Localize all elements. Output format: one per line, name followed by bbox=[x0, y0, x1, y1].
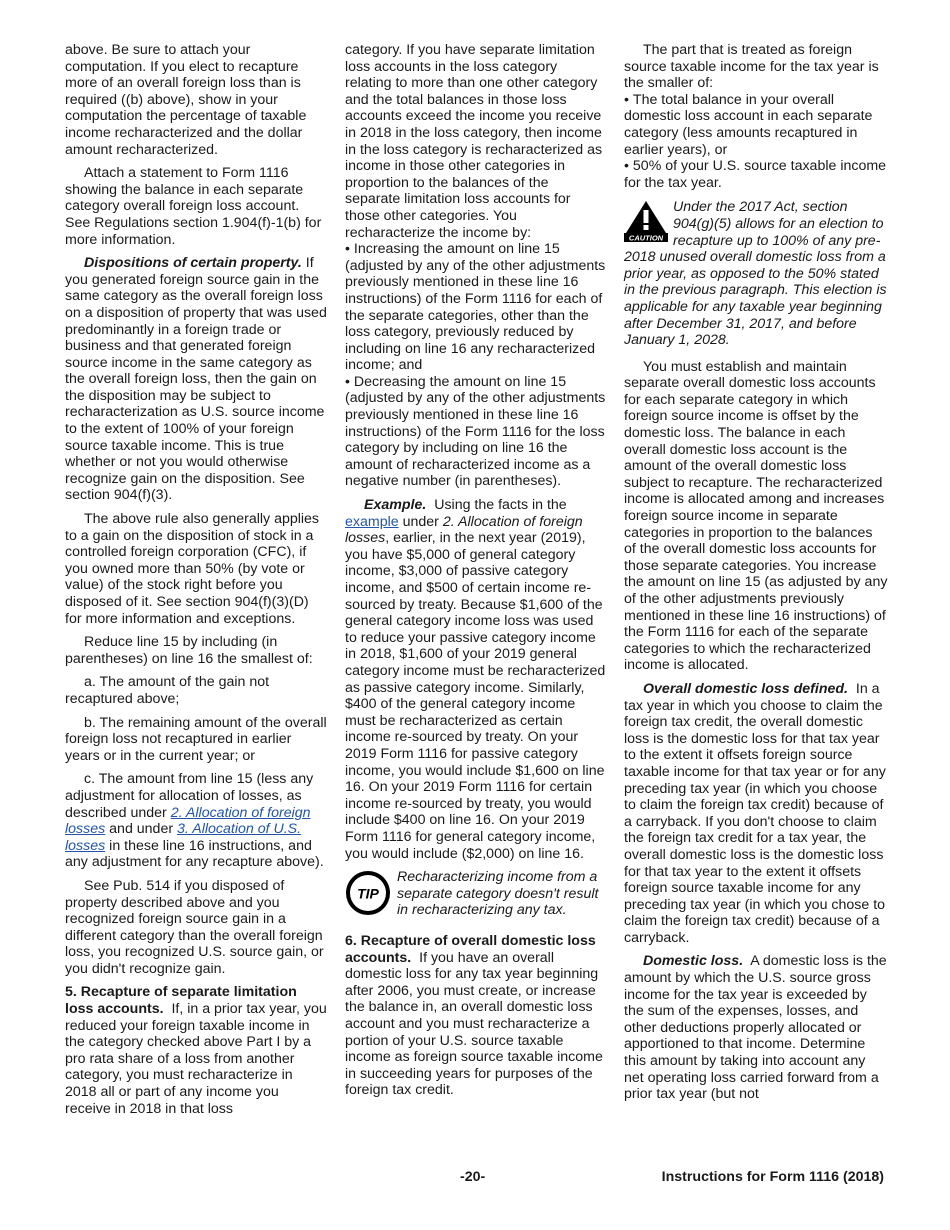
list-item-b: b. The remaining amount of the overall foreign loss not recaptured in earlier years or in the current year; or bbox=[65, 714, 327, 764]
domestic-loss-heading: Domestic loss. bbox=[643, 953, 744, 970]
paragraph: The part that is treated as foreign source taxable income for the tax year is the smaller of: bbox=[624, 42, 879, 92]
example-link[interactable]: example bbox=[345, 513, 399, 530]
caution-text: Under the 2017 Act, section 904(g)(5) allows for an election to recapture up to 100% of any pre-2018 unused overall domestic loss from a prior year, as opposed to the 50% stated in the previous paragraph. This election is applicable for any taxable year beginning after December 31, 2017, and before January 1, 2028. bbox=[624, 199, 887, 349]
page-number: -20- bbox=[460, 1169, 486, 1185]
section-6-paragraph: 6. Recapture of overall domestic loss accounts. If you have an overall domestic loss for any tax year beginning after 2006, you must create, or increase the balance in, an overall domestic loss account and you must recharacterize a portion of your U.S. source taxable income as foreign source taxable income in succeeding years for purposes of the foreign tax credit. bbox=[345, 933, 603, 1099]
bullet-item: • Decreasing the amount on line 15 (adjusted by any of the other adjustments previously mentioned in these line 16 instructions) of the Form 1116 for the loss category by including on line 16 the amount of recharacterized income as a negative number (in parentheses). bbox=[345, 374, 607, 490]
example-heading: Example. bbox=[364, 497, 427, 514]
paragraph: Attach a statement to Form 1116 showing the balance in each separate category overall foreign loss account. See Regulations section 1.904(f)-1(b) for more information. bbox=[65, 165, 322, 248]
paragraph: The above rule also generally applies to a gain on the disposition of stock in a controlled foreign corporation (CFC), if you owned more than 50% (by vote or value) of the stock right before you disposed of it. See section 904(f)(3)(D) for more information and exceptions. bbox=[65, 511, 320, 627]
domestic-loss-paragraph: Domestic loss. A domestic loss is the amount by which the U.S. source gross income for the tax year is exceeded by the sum of the expenses, losses, and other deductions properly allocated or apportioned to that income. Determine this amount by taking into account any net operating loss carried forward from a prior tax year (but not bbox=[624, 953, 887, 1103]
paragraph: category. If you have separate limitation loss accounts in the loss category relating to more than one other category and the total balances in those loss accounts exceed the income you receive in 2018 in the loss category, then income in the loss category is recharacterized as income in those other categories in proportion to the balances of the separate limitation loss accounts for those other categories. You recharacterize the income by: bbox=[345, 42, 603, 241]
allocation-us-losses-link[interactable]: 3. Allocation of U.S. losses bbox=[65, 821, 302, 854]
tip-box bbox=[345, 869, 607, 921]
bullet-item: • The total balance in your overall domestic loss account in each separate category (less amounts recaptured in earlier years), or bbox=[624, 92, 888, 158]
paragraph: You must establish and maintain separate overall domestic loss accounts for each separate category in which foreign source income is offset by the domestic loss. The balance in each overall domestic loss account is the amount of the overall domestic loss subject to recapture. The recharacterized income is allocated among and increases foreign source income in separate categories in proportion to the balances of the overall domestic loss accounts for those separate categories. You increase the amount on line 15 (as adjusted by any of the other adjustments previously mentioned in these line 16 instructions) of the Form 1116 for each of the separate categories to which the recharacterized income is allocated. bbox=[624, 358, 888, 674]
overall-domestic-loss-heading: Overall domestic loss defined. bbox=[643, 680, 848, 697]
list-item-a: a. The amount of the gain not recaptured above; bbox=[65, 674, 270, 707]
tip-icon bbox=[345, 870, 391, 916]
allocation-foreign-losses-link[interactable]: 2. Allocation of foreign losses bbox=[65, 804, 311, 838]
tip-text: Recharacterizing income from a separate category doesn't result in recharacterizing any tax. bbox=[397, 869, 599, 919]
bullet-item: • Increasing the amount on line 15 (adjusted by any of the other adjustments previously mentioned in these line 16 instructions) of the Form 1116 for each of the separate categories, other than the loss category, previously reduced by including on line 16 any recharacterized income; and bbox=[345, 241, 607, 374]
caution-box bbox=[624, 199, 888, 348]
section-5-paragraph: 5. Recapture of separate limitation loss accounts. If, in a prior tax year, you reduced your foreign taxable income in the category checked above Part I by a pro rata share of a loss from another category, you must recharacterize in 2018 all or part of any income you receive in 2018 in that loss bbox=[65, 984, 327, 1117]
list-item-c: c. The amount from line 15 (less any adjustment for allocation of losses, as described under 2. Allocation of foreign losses and under 3. Allocation of U.S. losses in these line 16 instructions, and any adjustment for any recapture above). bbox=[65, 771, 324, 871]
document-title: Instructions for Form 1116 (2018) bbox=[661, 1169, 884, 1185]
dispositions-paragraph: Dispositions of certain property. If you generated foreign source gain in the same category as the overall foreign loss on a disposition of property that was used predominantly in a foreign trade or business and that generated foreign source income in the same category as the overall foreign loss, then the gain on the disposition may be subject to recharacterization as U.S. source income to the extent of 100% of your foreign source taxable income. This is true whether or not you would otherwise recognize gain on the disposition. See section 904(f)(3). bbox=[65, 255, 327, 504]
caution-label: CAUTION bbox=[628, 233, 664, 243]
column-2 bbox=[345, 42, 607, 1106]
dispositions-heading: Dispositions of certain property. bbox=[84, 255, 302, 272]
tip-label: TIP bbox=[357, 885, 379, 902]
caution-icon bbox=[624, 200, 668, 242]
section-6-heading: 6. Recapture of overall domestic loss accounts. bbox=[345, 933, 596, 966]
paragraph: above. Be sure to attach your computation. If you elect to recapture more of an overall foreign loss than is required ((b) above), show in your computation the percentage of taxable income recharacterized and the dollar amount recharacterized. bbox=[65, 42, 307, 158]
paragraph: See Pub. 514 if you disposed of property described above and you recognized foreign source gain in a different category than the overall foreign loss, you recognized U.S. source gain, or you didn't recognize gain. bbox=[65, 877, 324, 977]
bullet-item: • 50% of your U.S. source taxable income for the tax year. bbox=[624, 158, 888, 191]
section-5-heading: 5. Recapture of separate limitation loss accounts. bbox=[65, 984, 297, 1018]
paragraph: Reduce line 15 by including (in parentheses) on line 16 the smallest of: bbox=[65, 634, 313, 667]
column-3 bbox=[624, 42, 888, 1110]
overall-domestic-loss-paragraph: Overall domestic loss defined. In a tax year in which you choose to claim the foreign tax credit, the overall domestic loss is the domestic loss for that tax year to the extent it offsets foreign source taxable income for that tax year or for any preceding tax year (in which you choose to claim the foreign tax credit) because of a carryback. If you don't choose to claim the foreign tax credit for a tax year, the overall domestic loss is the domestic loss for that tax year to the extent it offsets foreign source taxable income for any preceding tax year (in which you chose to claim the foreign tax credit) because of a carryback. bbox=[624, 680, 886, 946]
column-1 bbox=[65, 42, 327, 1124]
example-paragraph: Example. Using the facts in the example under 2. Allocation of foreign losses, earlier, in the next year (2019), you have $5,000 of general category income, $3,000 of passive category income, and $500 of certain income re-sourced by treaty. Because $1,600 of the general category income loss was used to reduce your passive category income in 2018, $1,600 of your 2019 general category income must be recharacterized as passive category income. Similarly, $400 of the general category income must be recharacterized as certain income re-sourced by treaty. On your 2019 Form 1116 for passive category income, you would include $1,600 on line 16. On your 2019 Form 1116 for certain income re-sourced by treaty, you would include $400 on line 16. On your 2019 Form 1116 for general category income, you would include ($2,000) on line 16. bbox=[345, 497, 606, 862]
